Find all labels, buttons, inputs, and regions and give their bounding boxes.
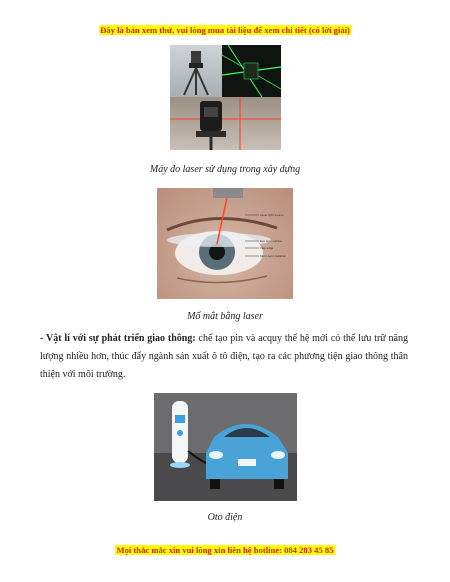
eye-label-2: Eye lens surface: [260, 239, 283, 243]
electric-car-caption: Oto điện: [207, 512, 243, 523]
transport-paragraph: [40, 330, 408, 384]
hotline-banner: [0, 545, 450, 556]
laser-tripod-photo: [170, 45, 222, 97]
laser-device-image: [170, 45, 281, 150]
electric-car-image: [154, 393, 297, 501]
transport-paragraph-lead: - Vật lí với sự phát triển giao thông:: [40, 333, 196, 344]
laser-eye-caption: Mổ mắt bằng laser: [187, 311, 263, 322]
hotline-banner-text: Mọi thắc mắc xin vui lòng xin liên hệ hotline: 084 283 45 85: [116, 545, 334, 555]
eye-label-3: Flap edge: [260, 246, 274, 250]
laser-device-caption: Máy đo laser sử dụng trong xây dựng: [149, 164, 301, 175]
eye-label-1: Laser light source: [260, 213, 284, 217]
green-laser-photo: [222, 45, 281, 97]
preview-banner: [0, 25, 450, 36]
laser-level-photo: [170, 97, 281, 150]
laser-eye-surgery-image: [157, 188, 293, 299]
preview-banner-text: Đây là bản xem thử, vui lòng mua tài liệu để xem chi tiết (có lời giải): [100, 25, 350, 35]
transport-paragraph-text: chế tạo pin và acquy thế hệ mới có thể lưu trữ năng lượng nhiều hơn, thúc đẩy ngành sản xuất ô tô điện, tạo ra các phương tiện giao thông thân thiện với môi trường.: [40, 333, 408, 380]
eye-label-4: Micro-lens radiation: [260, 254, 287, 258]
